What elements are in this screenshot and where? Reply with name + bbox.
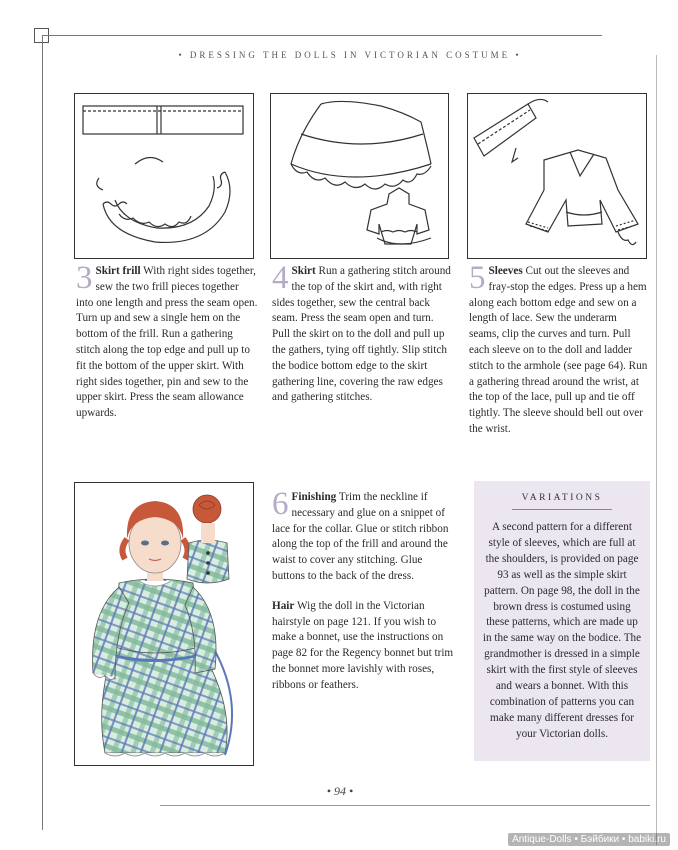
top-rule [42, 35, 602, 36]
step-text: With right sides together, sew the two frill pieces together into one length and press the seam open. Turn up and sew a single hem on the bottom of the frill. Run a gathering stitch along the top edge and pull up to fit the bottom of the upper skirt. With right sides together, pin and sew to the upper skirt. Press the seam allowance upwards. [76, 265, 258, 420]
illustration-skirt [270, 93, 449, 259]
step-number: 5 [469, 260, 486, 296]
hair-text: Wig the doll in the Victorian hairstyle on page 121. If you wish to make a bonnet, use the instructions on page 82 for the Regency bonnet but trim the bonnet more lavishly with roses, ribbons or feathers. [272, 599, 454, 691]
sleeves-drawing [468, 94, 646, 258]
step-number: 6 [272, 486, 289, 522]
step-6 [272, 486, 454, 694]
running-head: • DRESSING THE DOLLS IN VICTORIAN COSTUME • [178, 50, 522, 60]
step-4 [272, 260, 452, 406]
variations-panel [474, 481, 650, 761]
variations-rule [512, 509, 612, 510]
footer-rule [160, 805, 650, 806]
skirt-drawing [271, 94, 448, 258]
illustration-finished-doll [74, 482, 254, 766]
variations-text: A second pattern for a different style of sleeves, which are full at the shoulders, is provided on page 93 as well as the simple skirt pattern. On page 98, the doll in the brown dress is costumed using these patterns, which are made up in the same way on the bodice. The grandmother is dressed in a simple skirt with the first style of sleeves and wears a bonnet. With this combination of patterns you can make many different dresses for your Victorian dolls. [482, 521, 642, 740]
victorian-doll-drawing [75, 483, 253, 765]
variations-title: VARIATIONS [521, 493, 603, 503]
step-3 [76, 260, 258, 422]
step-text: Cut out the sleeves and fray-stop the edges. Press up a hem along each bottom edge and sew on a length of lace. Sew the underarm seams, clip the curves and turn. Pull each sleeve on to the doll and ladder stitch to the armhole (see page 64). Run a gathering thread around the wrist, at the top of the lace, pull up and tie off tightly. The sleeve should bell out over the wrist. [469, 265, 648, 435]
hair-heading: Hair [272, 599, 295, 612]
right-rule [656, 55, 657, 845]
illustration-skirt-frill [74, 93, 254, 259]
step-text: Run a gathering stitch around the top of the skirt and, with right sides together, sew the central back seam. Press the seam open and turn. Pull the skirt on to the doll and pull up the gathers, tying off tightly. Slip stitch the bodice bottom edge to the skirt gathering line, covering the raw edges and gathering stitches. [272, 265, 451, 404]
step-number: 4 [272, 260, 289, 296]
page-number: • 94 • [326, 784, 354, 798]
left-rule [42, 35, 43, 830]
step-heading: Skirt frill [95, 265, 141, 277]
step-number: 3 [76, 260, 93, 296]
illustration-sleeves [467, 93, 647, 259]
step-5 [469, 260, 649, 438]
step-heading: Sleeves [488, 265, 523, 277]
skirt-frill-drawing [75, 94, 253, 258]
step-heading: Finishing [291, 491, 337, 503]
step-text: Trim the neckline if necessary and glue on a snippet of lace for the collar. Glue or stitch ribbon along the top of the frill and around the waist to cover any stitching. Glue buttons to the back of the dress. [272, 491, 449, 582]
hair-paragraph [272, 599, 454, 694]
step-heading: Skirt [291, 265, 316, 277]
watermark: Antique-Dolls • Бэйбики • babiki.ru [508, 833, 670, 846]
